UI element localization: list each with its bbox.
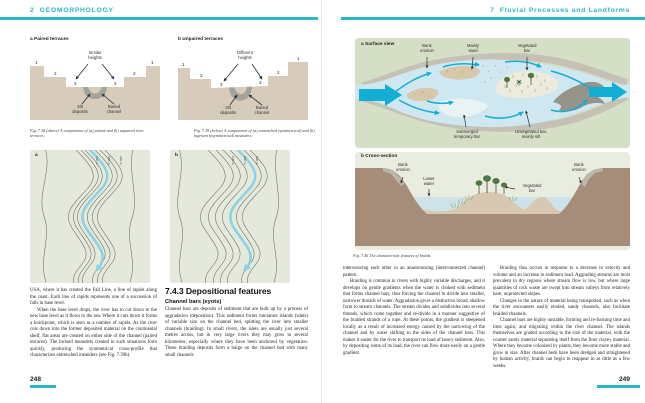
buried-channel-label: Buried channel xyxy=(106,104,122,114)
figure-unpaired-terraces xyxy=(178,37,308,127)
caption-fig-7-39: Fig. 7.39 (below) A comparison of (a) entrenched (symmetrical) and (b) ingrown (asymmetrical) meanders. xyxy=(194,128,315,139)
subsection-heading: Channel bars (eyots) xyxy=(165,299,222,306)
left-running-head: 2 GEOMORPHOLOGY xyxy=(30,7,114,14)
svg-text:100 m: 100 m xyxy=(231,156,235,165)
panel-letter-b: b xyxy=(175,153,178,158)
svg-text:2: 2 xyxy=(133,71,136,76)
vegetated-bar-label: Vegetated bar xyxy=(517,43,537,53)
svg-text:1: 1 xyxy=(297,56,300,61)
figure-braids xyxy=(355,38,630,250)
submerged-bar-label: Submerged temporary bar xyxy=(453,129,481,139)
body-paragraph: Channel bars are highly unstable, forming and re-forming time and time again, and migrating within the river channel. The islands themselves are graded according to the size of the material, with the coarser sandy material separating itself from the finer clayey material. Where they become colonised by plants, they become more stable and grow in size. After channel beds have been dredged and straightened by human activity, braids can begin to reappear in as little as a few weeks. xyxy=(493,318,630,369)
page-right xyxy=(323,0,645,403)
svg-text:1: 1 xyxy=(151,60,154,65)
svg-text:3: 3 xyxy=(220,82,223,87)
body-paragraph: Channel bars are deposits of sediment that are built up by a process of aggradation (deposition). This sediment forms miniature islands (islets) of variable size on the channel bed, splitting the river into smaller channels (braiding). In small rivers, the islets are usually just several metres across, but in very large rivers they may grow to several kilometres, especially where they have been anchored by vegetation. These braiding deposits form a bulge on the channel bed with many small channels xyxy=(165,307,308,358)
body-paragraph: Braiding is common in rivers with highly variable discharges, and it develops on gentle gradients when the water is choked with sediment that forms channel bars, thus forcing the channel to divide into smaller, narrower threads of water. Aggradation gives a distinctive broad, shallow form to stream channels. The stream divides and subdivides into several threads, which come together and re-divide in a manner suggestive of the braided strands of a rope. At these points, the gradient is steepened locally as a result of increased energy caused by the narrowing of the channel and by water shifting to the sides of the channel bars. This makes it easier for the river to transport its load of heavy sediment. Also, by depositing some of its load, the river can flow more easily on a gentle gradient. xyxy=(343,279,485,356)
bank-erosion-left-label: Bank erosion xyxy=(396,162,410,172)
page-left xyxy=(0,0,322,403)
body-paragraph: When the base level drops, the river has to cut down to the new base level as it flows to the sea. Where it cuts down it forms a knickpoint, which is seen as a number of rapids. As the river cuts down into the former deposited material on the continental shelf, flat areas are created on either side of the channel (paired terraces). The incised meanders created in such situations form quickly, producing the symmetrical cross-profile that characterizes entrenched meanders (see Fig. 7.39b). xyxy=(30,307,157,358)
svg-text:200 m: 200 m xyxy=(107,156,111,165)
figure-paired-terraces xyxy=(30,37,160,127)
svg-text:3: 3 xyxy=(259,80,262,85)
bank-erosion-right-label: Bank erosion xyxy=(572,162,586,172)
ingrown-meander-drawing xyxy=(170,150,290,283)
svg-text:3: 3 xyxy=(74,81,77,86)
figure-ingrown-meander xyxy=(170,150,290,283)
body-paragraph: Braiding thus occurs in response to a decrease in velocity and volume and an increase in sediment load. Aggrading streams are most prevalent in dry regions where stream flow is low, but where large quantities of rock waste are swept into stream valleys from relatively bare, unprotected slopes. xyxy=(493,266,630,297)
body-paragraph: interweaving each other in an anastomosing (interconnected channel) pattern. xyxy=(343,266,485,278)
paired-terraces-title: a Paired terraces xyxy=(30,37,69,42)
right-header-rule xyxy=(341,17,645,20)
cross-section-title: b Cross-section xyxy=(361,154,398,159)
bank-erosion-label: Bank erosion xyxy=(420,43,434,53)
unpaired-terraces-title: b Unpaired terraces xyxy=(178,37,224,42)
svg-text:3: 3 xyxy=(114,81,117,86)
left-column-1 xyxy=(30,288,157,360)
panel-letter-a: a xyxy=(35,153,38,158)
left-column-2 xyxy=(165,287,308,359)
svg-text:100 m: 100 m xyxy=(95,156,99,165)
silt-deposits-label: Silt deposits xyxy=(220,105,236,115)
svg-text:1: 1 xyxy=(35,60,38,65)
page-number-bar-right xyxy=(597,385,640,388)
meander-panel-bg xyxy=(30,150,150,283)
buried-channel-label: Buried channel xyxy=(254,105,270,115)
svg-text:300 m: 300 m xyxy=(119,156,123,165)
left-header-rule xyxy=(0,17,318,20)
page-number-left: 248 xyxy=(30,376,42,383)
figure-entrenched-meander xyxy=(30,150,150,283)
svg-text:1: 1 xyxy=(182,62,185,67)
entrenched-meander-drawing xyxy=(30,150,150,283)
right-running-head: 7 Fluvial Processes and Landforms xyxy=(490,7,630,14)
section-heading: 7.4.3 Depositional features xyxy=(165,286,272,296)
terrace-profile xyxy=(30,66,160,120)
lower-water-label: Lower water xyxy=(423,176,435,186)
body-paragraph: USA, where it has created the Fall Line, a line of rapids along the coast. Each line of rapids represents one of a succession of falls in base level. xyxy=(30,288,157,306)
caption-fig-7-40: Fig. 7.40 The characteristic features of braids. xyxy=(353,253,432,258)
unvegetated-bar-label: Unvegetated bar, mainly silt xyxy=(515,129,547,139)
braids-surface-drawing xyxy=(355,38,630,148)
surface-view-title: a Surface view xyxy=(361,42,395,47)
mainly-sand-label: Mainly sand xyxy=(466,43,480,53)
svg-text:2: 2 xyxy=(200,73,203,78)
different-heights-label: Different heights xyxy=(237,50,253,60)
body-paragraph: Changes in the nature of material being transported, such as when the river encounters easily eroded, sandy channels, also facilitate braided channels. xyxy=(493,298,630,317)
svg-text:2: 2 xyxy=(54,71,57,76)
terrace-profile xyxy=(178,62,308,120)
svg-text:2: 2 xyxy=(277,70,280,75)
silt-deposits-label: Silt deposits xyxy=(72,104,88,114)
page-number-bar-left xyxy=(30,385,56,388)
right-column-1 xyxy=(343,266,485,357)
caption-fig-7-38: Fig. 7.38 (above) A comparison of (a) paired and (b) unpaired river terraces. xyxy=(30,128,144,139)
vegetated-bar-cross-label: Vegetated bar xyxy=(522,183,542,193)
similar-heights-label: Similar heights xyxy=(88,50,102,60)
page-number-right: 249 xyxy=(618,376,630,383)
svg-text:200 m: 200 m xyxy=(243,156,247,165)
right-column-2 xyxy=(493,266,630,370)
svg-text:300 m: 300 m xyxy=(255,156,259,165)
